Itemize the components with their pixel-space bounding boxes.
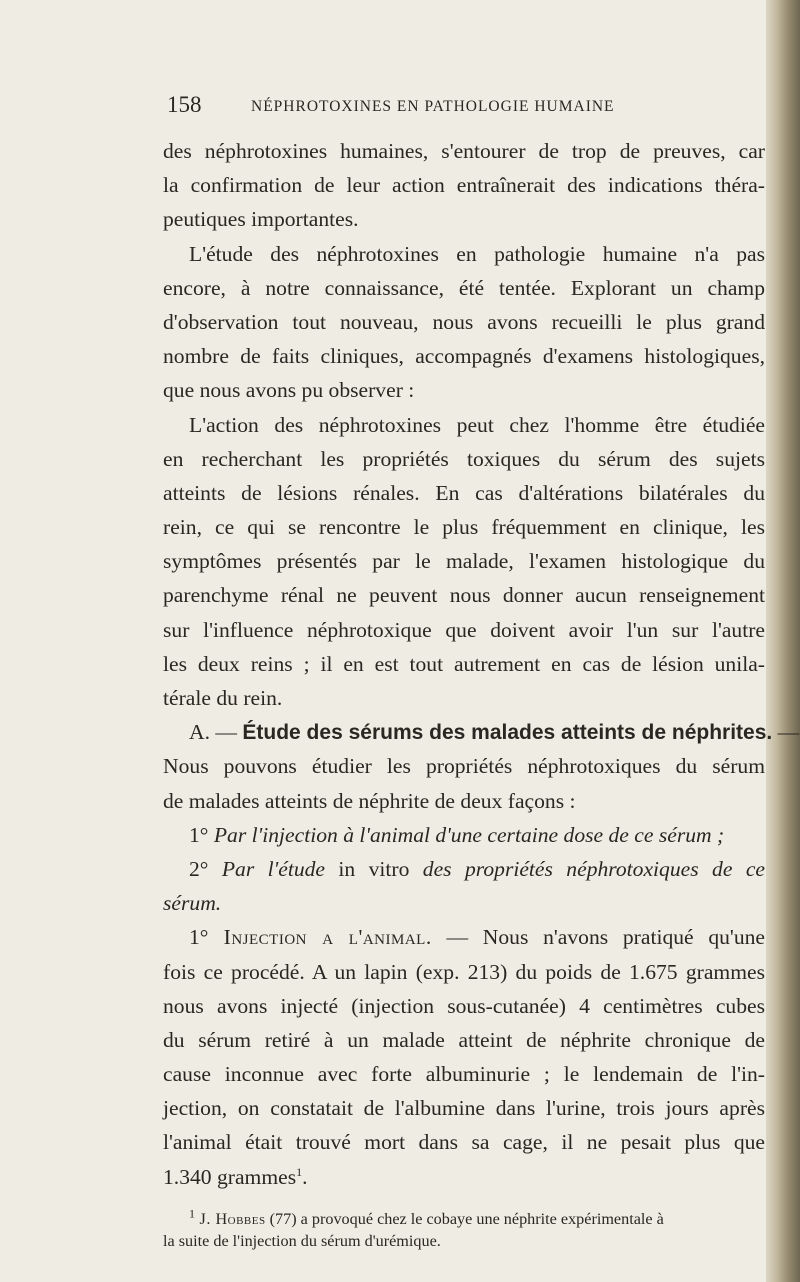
text-line: parenchyme rénal ne peuvent nous donner aucun renseignement	[163, 583, 765, 608]
text-line: symptômes présentés par le malade, l'examen histologique du	[163, 549, 765, 574]
text-line: rein, ce qui se rencontre le plus fréquemment en clinique, les	[163, 515, 765, 540]
section-heading: Étude des sérums des malades atteints de néphrites.	[242, 721, 773, 745]
list-text: Par l'injection à l'animal d'une certaine dose de ce sérum ;	[208, 822, 725, 847]
text-line: nous avons injecté (injection sous-cutanée) 4 centimètres cubes	[163, 993, 765, 1018]
text-line: du sérum retiré à un malade atteint de néphrite chronique de	[163, 1027, 765, 1052]
text-line	[163, 1160, 765, 1194]
footnote-line: la suite de l'injection du sérum d'urémique.	[163, 1231, 441, 1250]
text-line: l'animal était trouvé mort dans sa cage, il ne pesait plus que	[163, 1130, 765, 1155]
text-line: sérum.	[163, 891, 222, 916]
footnote-reference: 1	[296, 1164, 303, 1179]
subsection-text: — Nous n'avons pratiqué qu'une	[431, 925, 766, 950]
footnote-line	[163, 1208, 765, 1230]
page-edge-shadow	[766, 0, 800, 1282]
text-line: Nous pouvons étudier les propriétés néphrotoxiques du sérum	[163, 754, 765, 779]
text-line: les deux reins ; il en est tout autrement en cas de lésion unila-	[163, 651, 765, 676]
text-line: L'étude des néphrotoxines en pathologie humaine n'a pas	[189, 241, 765, 266]
footnote-marker: 1	[189, 1206, 195, 1221]
book-page	[163, 92, 800, 1252]
text-line: en recherchant les propriétés toxiques du sérum des sujets	[163, 446, 765, 471]
text-line: d'observation tout nouveau, nous avons recueilli le plus grand	[163, 309, 765, 334]
list-text-roman: in vitro	[325, 856, 423, 881]
body-text	[163, 134, 800, 1194]
text-span: .	[302, 1164, 308, 1189]
subsection-line	[163, 920, 765, 954]
subsection-title: Injection a l'animal.	[208, 925, 432, 950]
text-line: jection, on constatait de l'albumine dans l'urine, trois jours après	[163, 1096, 765, 1121]
list-text: des propriétés néphrotoxiques de ce	[422, 856, 765, 881]
section-label: A. —	[189, 720, 243, 745]
page-header	[163, 92, 765, 122]
text-line: des néphrotoxines humaines, s'entourer de trop de preuves, car	[163, 139, 765, 163]
list-item	[163, 852, 765, 886]
footnote-author: J. Hobbes	[195, 1209, 266, 1228]
text-line: sur l'influence néphrotoxique que doivent avoir l'un sur l'autre	[163, 617, 765, 642]
list-item	[163, 818, 765, 852]
footnote	[163, 1208, 765, 1252]
page-number: 158	[167, 92, 202, 117]
text-line: atteints de lésions rénales. En cas d'altérations bilatérales du	[163, 480, 765, 505]
text-line: nombre de faits cliniques, accompagnés d'examens histologiques,	[163, 344, 765, 369]
text-line: peutiques importantes.	[163, 207, 359, 232]
text-line: cause inconnue avec forte albuminurie ; le lendemain de l'in-	[163, 1062, 765, 1087]
text-line: encore, à notre connaissance, été tentée. Explorant un champ	[163, 275, 765, 300]
list-number: 1°	[189, 822, 209, 847]
text-line: que nous avons pu observer :	[163, 378, 415, 403]
footnote-text: (77) a provoqué chez le cobaye une néphrite expérimentale à	[265, 1209, 664, 1228]
subsection-number: 1°	[189, 925, 209, 950]
text-line: la confirmation de leur action entraînerait des indications théra-	[163, 173, 765, 198]
section-heading-line	[163, 715, 800, 749]
list-number: 2°	[189, 856, 209, 881]
text-line: L'action des néphrotoxines peut chez l'homme être étudiée	[189, 412, 765, 437]
list-text: Par l'étude	[208, 856, 325, 881]
running-head: NÉPHROTOXINES EN PATHOLOGIE HUMAINE	[251, 98, 615, 115]
text-span: 1.340 grammes	[163, 1164, 297, 1189]
text-line: fois ce procédé. A un lapin (exp. 213) du poids de 1.675 grammes	[163, 959, 765, 984]
text-line: de malades atteints de néphrite de deux façons :	[163, 788, 576, 813]
text-line: térale du rein.	[163, 686, 283, 710]
section-dash: —	[772, 720, 800, 745]
